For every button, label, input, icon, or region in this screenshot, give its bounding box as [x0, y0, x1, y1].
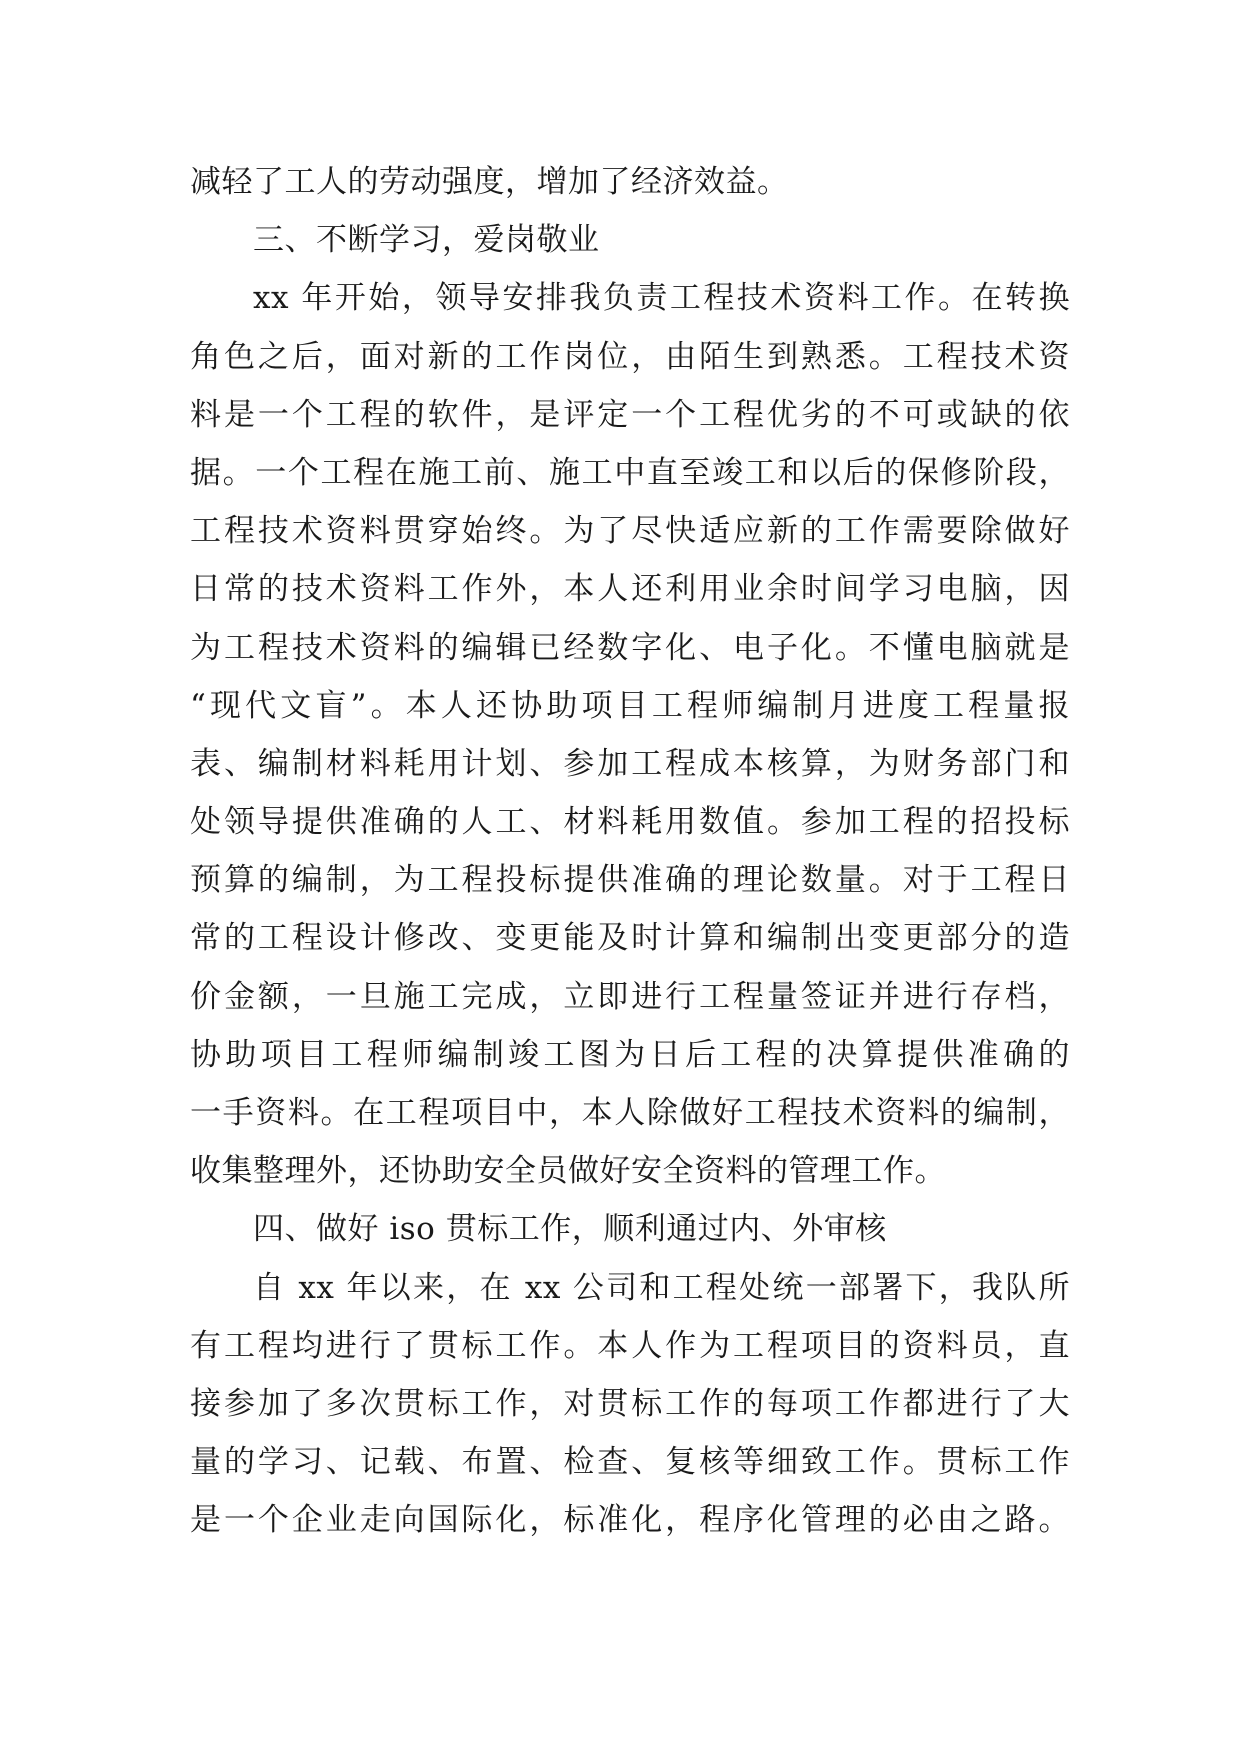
- paragraph-line: 一手资料。在工程项目中，本人除做好工程技术资料的编制，: [190, 1095, 1070, 1131]
- paragraph-line: 常的工程设计修改、变更能及时计算和编制出变更部分的造: [190, 920, 1070, 957]
- paragraph-line: 料是一个工程的软件，是评定一个工程优劣的不可或缺的依: [190, 396, 1070, 433]
- paragraph-line: 有工程均进行了贯标工作。本人作为工程项目的资料员，直: [190, 1327, 1070, 1364]
- paragraph-line: 协助项目工程师编制竣工图为日后工程的决算提供准确的: [190, 1036, 1070, 1073]
- section-heading-3: 三、不断学习，爱岗敬业: [253, 222, 600, 259]
- document-body: [190, 153, 1070, 1550]
- paragraph-line: 角色之后，面对新的工作岗位，由陌生到熟悉。工程技术资: [190, 338, 1070, 375]
- paragraph-line: 处领导提供准确的人工、材料耗用数值。参加工程的招投标: [190, 804, 1070, 841]
- paragraph-line: 为工程技术资料的编辑已经数字化、电子化。不懂电脑就是: [190, 629, 1070, 666]
- paragraph-line: xx 年开始，领导安排我负责工程技术资料工作。在转换: [253, 280, 1070, 317]
- paragraph-line: 收集整理外，还协助安全员做好安全资料的管理工作。: [190, 1153, 946, 1190]
- paragraph-line: 日常的技术资料工作外，本人还利用业余时间学习电脑，因: [190, 571, 1070, 608]
- paragraph-line: 预算的编制，为工程投标提供准确的理论数量。对于工程日: [190, 862, 1070, 899]
- paragraph-line: 减轻了工人的劳动强度，增加了经济效益。: [190, 164, 789, 200]
- section-heading-4: 四、做好 iso 贯标工作，顺利通过内、外审核: [253, 1211, 887, 1248]
- paragraph-line: 工程技术资料贯穿始终。为了尽快适应新的工作需要除做好: [190, 513, 1070, 550]
- paragraph-line: 表、编制材料耗用计划、参加工程成本核算，为财务部门和: [190, 745, 1070, 782]
- paragraph-line: 量的学习、记载、布置、检查、复核等细致工作。贯标工作: [190, 1444, 1070, 1481]
- paragraph-line: “现代文盲”。本人还协助项目工程师编制月进度工程量报: [190, 687, 1070, 724]
- paragraph-line: 接参加了多次贯标工作，对贯标工作的每项工作都进行了大: [190, 1385, 1070, 1422]
- paragraph-line: 据。一个工程在施工前、施工中直至竣工和以后的保修阶段，: [190, 454, 1070, 491]
- paragraph-line: 是一个企业走向国际化，标准化，程序化管理的必由之路。: [190, 1502, 1070, 1539]
- paragraph-line: 自 xx 年以来，在 xx 公司和工程处统一部署下，我队所: [253, 1269, 1070, 1306]
- paragraph-line: 价金额，一旦施工完成，立即进行工程量签证并进行存档，: [190, 978, 1070, 1015]
